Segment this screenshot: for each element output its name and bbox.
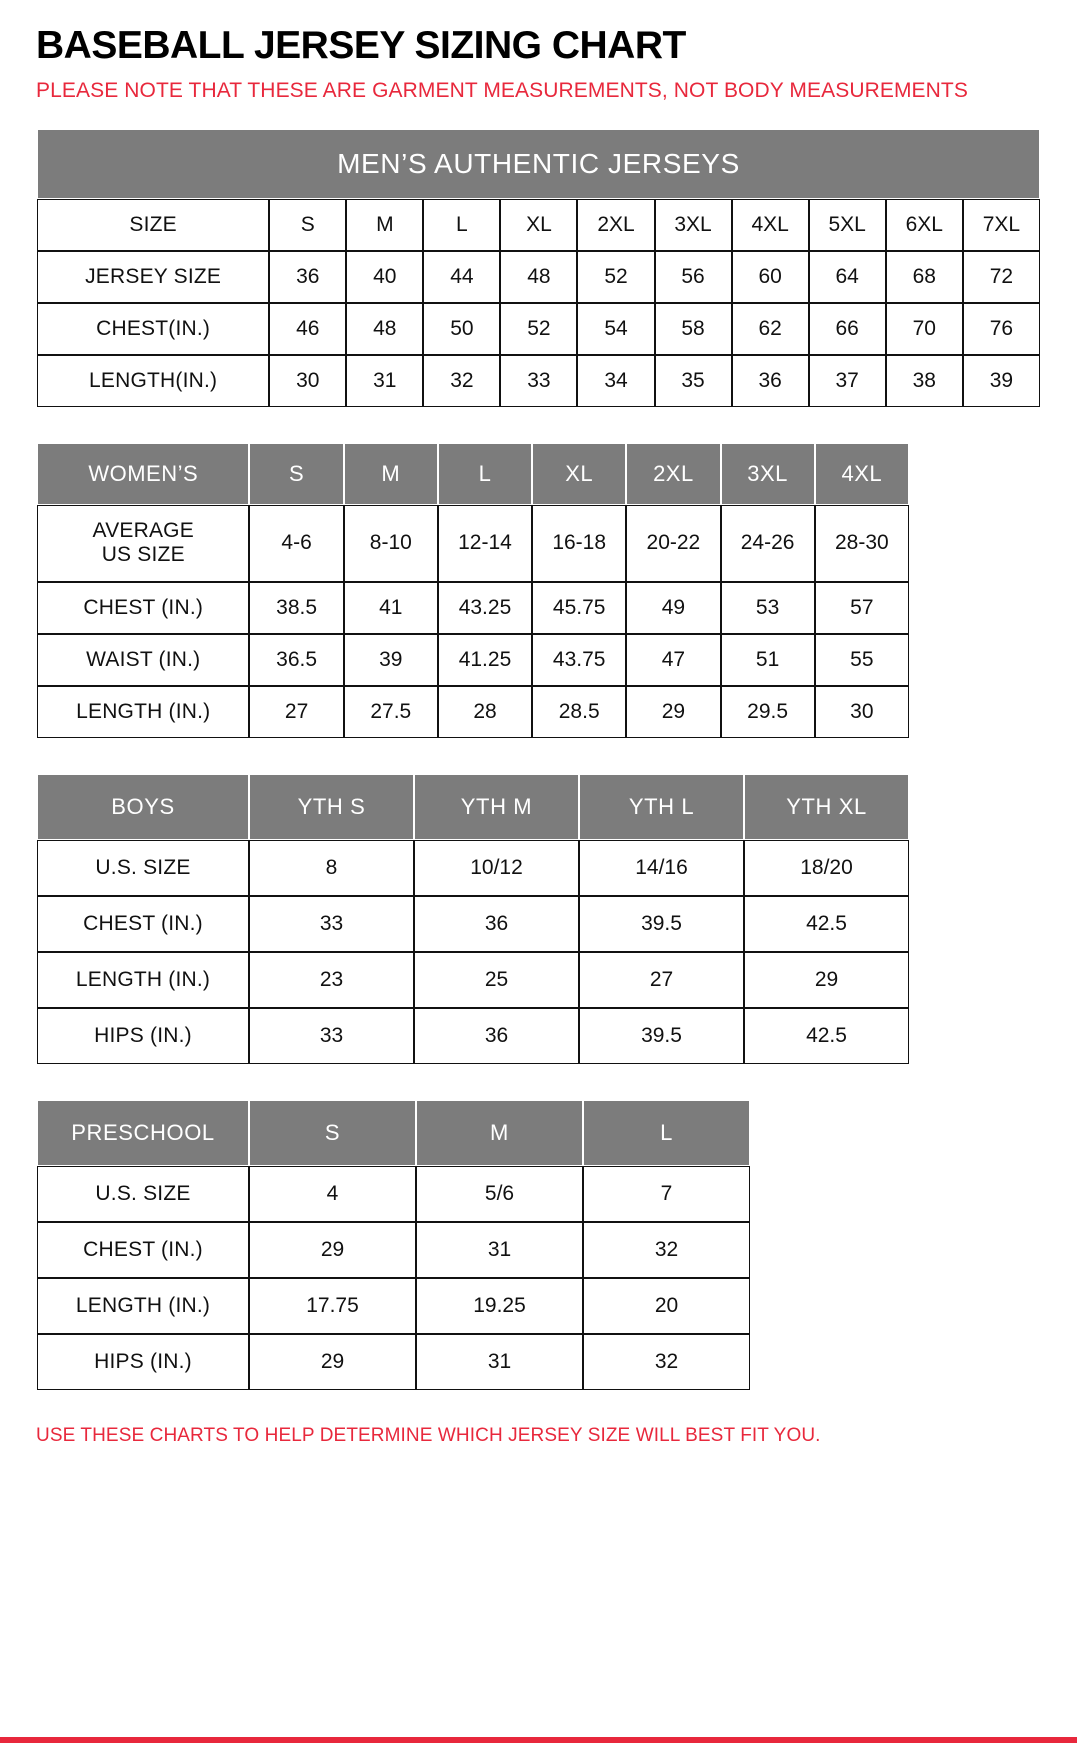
page-title: BASEBALL JERSEY SIZING CHART: [36, 24, 686, 67]
mens-size-6xl: 6XL: [886, 199, 963, 251]
boys-size-yth-l: YTH L: [579, 774, 744, 840]
preschool-row-label-hips: HIPS (IN.): [37, 1334, 249, 1390]
table-cell: 34: [577, 355, 654, 407]
table-cell: 52: [577, 251, 654, 303]
table-cell: 27.5: [344, 686, 438, 738]
garment-measurement-note: PLEASE NOTE THAT THESE ARE GARMENT MEASUREMENTS, NOT BODY MEASUREMENTS: [36, 78, 968, 102]
mens-row-label-length: LENGTH(IN.): [37, 355, 269, 407]
womens-sizing-table: [36, 442, 910, 738]
table-row: [37, 952, 909, 1008]
table-cell: 48: [500, 251, 577, 303]
womens-size-l: L: [438, 443, 532, 505]
preschool-size-l: L: [583, 1100, 750, 1166]
table-cell: 43.25: [438, 582, 532, 634]
bottom-accent-rule: [0, 1737, 1077, 1743]
table-cell: 29: [249, 1222, 416, 1278]
table-cell: 37: [809, 355, 886, 407]
table-cell: 44: [423, 251, 500, 303]
preschool-row-label-chest: CHEST (IN.): [37, 1222, 249, 1278]
table-cell: 45.75: [532, 582, 626, 634]
womens-row-label-length: LENGTH (IN.): [37, 686, 249, 738]
table-cell: 19.25: [416, 1278, 583, 1334]
table-row: [37, 896, 909, 952]
table-cell: 33: [249, 1008, 414, 1064]
table-cell: 30: [269, 355, 346, 407]
mens-size-m: M: [346, 199, 423, 251]
table-cell: 62: [732, 303, 809, 355]
boys-row-label-hips: HIPS (IN.): [37, 1008, 249, 1064]
table-cell: 48: [346, 303, 423, 355]
table-cell: 14/16: [579, 840, 744, 896]
table-cell: 29: [744, 952, 909, 1008]
table-cell: 58: [655, 303, 732, 355]
table-cell: 17.75: [249, 1278, 416, 1334]
table-cell: 36: [414, 896, 579, 952]
womens-size-4xl: 4XL: [815, 443, 909, 505]
table-cell: 8: [249, 840, 414, 896]
womens-size-3xl: 3XL: [721, 443, 815, 505]
table-cell: 36: [269, 251, 346, 303]
table-cell: 43.75: [532, 634, 626, 686]
womens-header-label: WOMEN’S: [37, 443, 249, 505]
table-cell: 23: [249, 952, 414, 1008]
table-cell: 42.5: [744, 1008, 909, 1064]
table-cell: 38.5: [249, 582, 343, 634]
boys-row-label-chest: CHEST (IN.): [37, 896, 249, 952]
table-cell: 20-22: [626, 505, 720, 581]
table-cell: 29.5: [721, 686, 815, 738]
table-cell: 57: [815, 582, 909, 634]
mens-size-l: L: [423, 199, 500, 251]
womens-row-label-chest: CHEST (IN.): [37, 582, 249, 634]
table-cell: 27: [249, 686, 343, 738]
table-cell: 32: [583, 1334, 750, 1390]
mens-row-label-chest: CHEST(IN.): [37, 303, 269, 355]
table-cell: 70: [886, 303, 963, 355]
table-cell: 42.5: [744, 896, 909, 952]
table-cell: 29: [626, 686, 720, 738]
table-row: [37, 303, 1040, 355]
table-cell: 51: [721, 634, 815, 686]
table-cell: 10/12: [414, 840, 579, 896]
table-cell: 55: [815, 634, 909, 686]
mens-sizing-table: [36, 128, 1041, 408]
table-row: [37, 505, 909, 581]
table-cell: 39: [344, 634, 438, 686]
table-cell: 33: [249, 896, 414, 952]
table-row: [37, 840, 909, 896]
table-cell: 64: [809, 251, 886, 303]
preschool-row-label-us-size: U.S. SIZE: [37, 1166, 249, 1222]
footer-note: USE THESE CHARTS TO HELP DETERMINE WHICH JERSEY SIZE WILL BEST FIT YOU.: [36, 1424, 821, 1446]
table-row: [37, 1334, 750, 1390]
table-cell: 28: [438, 686, 532, 738]
preschool-row-label-length: LENGTH (IN.): [37, 1278, 249, 1334]
table-cell: 47: [626, 634, 720, 686]
table-cell: 4: [249, 1166, 416, 1222]
womens-size-s: S: [249, 443, 343, 505]
boys-sizing-table: [36, 773, 910, 1065]
table-cell: 39.5: [579, 1008, 744, 1064]
table-cell: 36.5: [249, 634, 343, 686]
table-cell: 54: [577, 303, 654, 355]
table-row: [37, 1166, 750, 1222]
table-cell: 49: [626, 582, 720, 634]
table-cell: 39: [963, 355, 1040, 407]
table-cell: 38: [886, 355, 963, 407]
table-cell: 28-30: [815, 505, 909, 581]
table-row: [37, 251, 1040, 303]
boys-size-yth-xl: YTH XL: [744, 774, 909, 840]
mens-size-5xl: 5XL: [809, 199, 886, 251]
table-row: [37, 774, 909, 840]
table-cell: 30: [815, 686, 909, 738]
table-cell: 7: [583, 1166, 750, 1222]
table-cell: 60: [732, 251, 809, 303]
table-cell: 4-6: [249, 505, 343, 581]
table-cell: 32: [583, 1222, 750, 1278]
womens-size-xl: XL: [532, 443, 626, 505]
table-cell: 50: [423, 303, 500, 355]
boys-size-yth-m: YTH M: [414, 774, 579, 840]
table-cell: 36: [414, 1008, 579, 1064]
womens-row-label-average-us-size: [37, 505, 249, 581]
mens-size-4xl: 4XL: [732, 199, 809, 251]
table-row: [37, 1100, 750, 1166]
table-cell: 18/20: [744, 840, 909, 896]
mens-size-s: S: [269, 199, 346, 251]
mens-size-2xl: 2XL: [577, 199, 654, 251]
table-cell: 68: [886, 251, 963, 303]
mens-banner: MEN’S AUTHENTIC JERSEYS: [37, 129, 1040, 199]
mens-size-7xl: 7XL: [963, 199, 1040, 251]
table-cell: 72: [963, 251, 1040, 303]
table-cell: 31: [416, 1222, 583, 1278]
table-row: [37, 129, 1040, 199]
mens-row-label-jersey-size: JERSEY SIZE: [37, 251, 269, 303]
table-cell: 8-10: [344, 505, 438, 581]
table-cell: 20: [583, 1278, 750, 1334]
table-row: [37, 1222, 750, 1278]
boys-row-label-us-size: U.S. SIZE: [37, 840, 249, 896]
boys-size-yth-s: YTH S: [249, 774, 414, 840]
table-cell: 29: [249, 1334, 416, 1390]
table-cell: 53: [721, 582, 815, 634]
table-cell: 24-26: [721, 505, 815, 581]
mens-size-3xl: 3XL: [655, 199, 732, 251]
table-row: [37, 199, 1040, 251]
table-cell: 36: [732, 355, 809, 407]
mens-size-label: SIZE: [37, 199, 269, 251]
preschool-size-s: S: [249, 1100, 416, 1166]
table-cell: 56: [655, 251, 732, 303]
table-cell: 27: [579, 952, 744, 1008]
table-row: [37, 1008, 909, 1064]
preschool-sizing-table: [36, 1099, 751, 1391]
table-cell: 31: [346, 355, 423, 407]
table-cell: 32: [423, 355, 500, 407]
table-cell: 46: [269, 303, 346, 355]
boys-header-label: BOYS: [37, 774, 249, 840]
womens-size-m: M: [344, 443, 438, 505]
table-row: [37, 1278, 750, 1334]
table-cell: 76: [963, 303, 1040, 355]
mens-size-xl: XL: [500, 199, 577, 251]
table-cell: 33: [500, 355, 577, 407]
table-cell: 28.5: [532, 686, 626, 738]
label-line-1: AVERAGE: [92, 519, 194, 543]
preschool-header-label: PRESCHOOL: [37, 1100, 249, 1166]
table-row: [37, 634, 909, 686]
table-cell: 31: [416, 1334, 583, 1390]
table-cell: 12-14: [438, 505, 532, 581]
table-cell: 16-18: [532, 505, 626, 581]
table-cell: 25: [414, 952, 579, 1008]
womens-row-label-waist: WAIST (IN.): [37, 634, 249, 686]
table-row: [37, 686, 909, 738]
table-cell: 66: [809, 303, 886, 355]
preschool-size-m: M: [416, 1100, 583, 1166]
table-row: [37, 582, 909, 634]
table-cell: 41.25: [438, 634, 532, 686]
table-cell: 39.5: [579, 896, 744, 952]
label-line-2: US SIZE: [101, 543, 185, 567]
table-cell: 35: [655, 355, 732, 407]
boys-row-label-length: LENGTH (IN.): [37, 952, 249, 1008]
table-cell: 41: [344, 582, 438, 634]
table-row: [37, 355, 1040, 407]
table-cell: 40: [346, 251, 423, 303]
table-row: [37, 443, 909, 505]
womens-size-2xl: 2XL: [626, 443, 720, 505]
table-cell: 5/6: [416, 1166, 583, 1222]
table-cell: 52: [500, 303, 577, 355]
